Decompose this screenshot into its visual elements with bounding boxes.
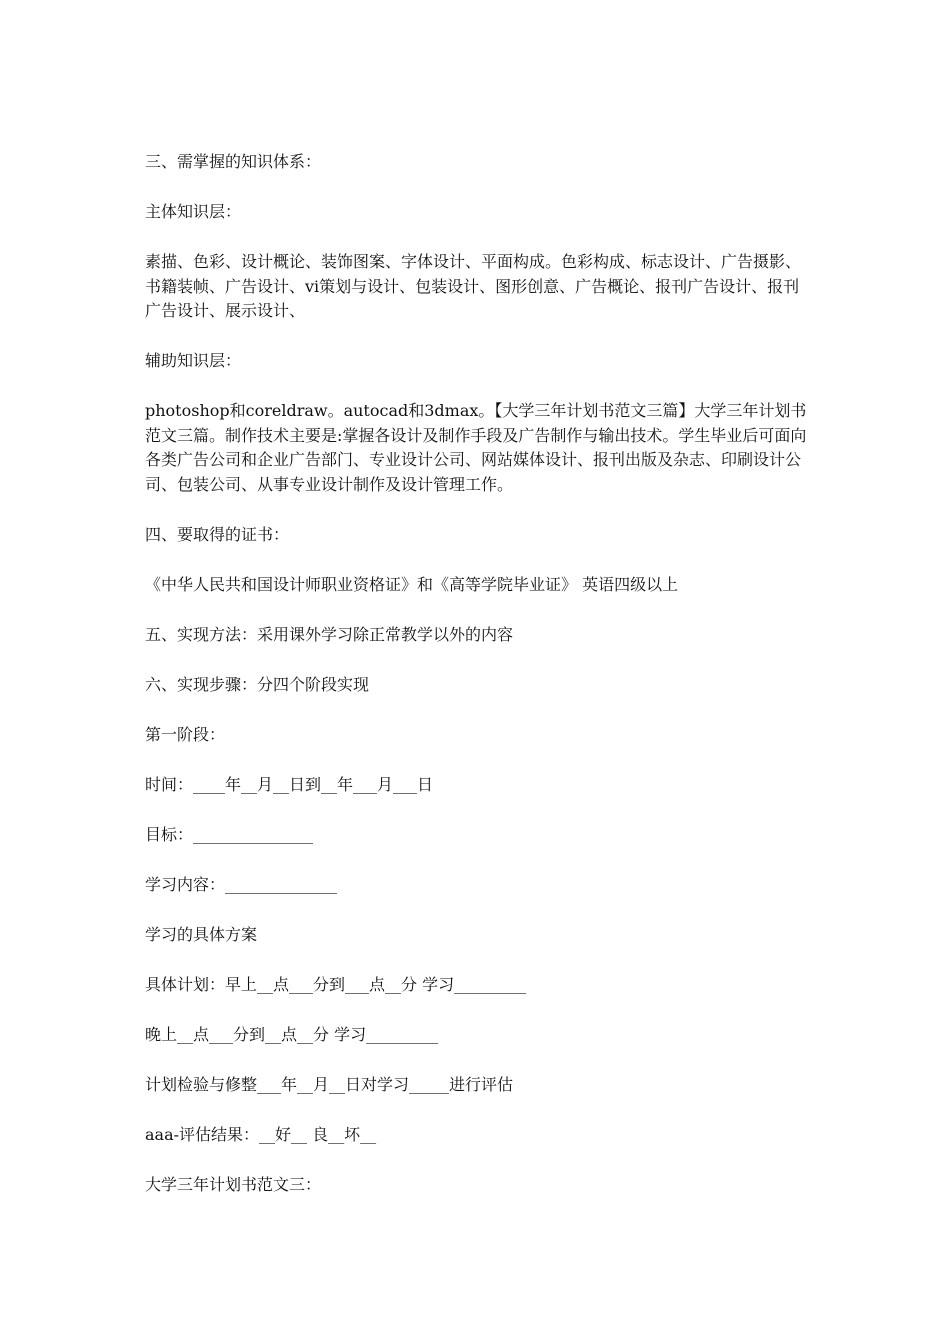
document-body [145,150,810,1197]
form-line-time: 时间：____年__月__日到__年___月___日 [145,774,434,794]
paragraph-certificates: 《中华人民共和国设计师职业资格证》和《高等学院毕业证》 英语四级以上 [145,574,679,594]
form-line-plan-review: 计划检验与修整___年__月__日对学习_____进行评估 [145,1074,514,1094]
section-heading-method: 五、实现方法：采用课外学习除正常教学以外的内容 [145,624,514,644]
section-heading-certificates: 四、要取得的证书： [145,524,290,544]
paragraph-main-courses: 素描、色彩、设计概论、装饰图案、字体设计、平面构成。色彩构成、标志设计、广告摄影、书籍装帧、广告设计、vi策划与设计、包装设计、图形创意、广告概论、报刊广告设计、报刊广告设计、展示设计、 [145,252,802,320]
paragraph-aux-courses: photoshop和coreldraw。autocad和3dmax。【大学三年计划书范文三篇】大学三年计划书范文三篇。制作技术主要是:掌握各设计及制作手段及广告制作与输出技术。学生毕业后可面向各类广告公司和企业广告部门、专业设计公司、网站媒体设计、报刊出版及杂志、印刷设计公司、包装公司、从事专业设计制作及设计管理工作。 [145,401,807,494]
section-heading-knowledge: 三、需掌握的知识体系： [145,152,322,171]
form-line-goal: 目标：_______________ [145,824,314,844]
form-line-morning-plan: 具体计划：早上__点___分到___点__分 学习_________ [145,974,527,994]
plan-detail-heading: 学习的具体方案 [145,924,258,944]
section-heading-steps: 六、实现步骤：分四个阶段实现 [145,674,370,694]
subheading-aux-knowledge: 辅助知识层： [145,351,242,370]
form-line-content: 学习内容：______________ [145,874,338,894]
form-line-evaluation-result: aaa-评估结果：__好__ 良__坏__ [145,1124,377,1144]
next-sample-heading: 大学三年计划书范文三： [145,1174,322,1194]
stage-one-heading: 第一阶段： [145,724,226,744]
subheading-main-knowledge: 主体知识层： [145,202,242,221]
form-line-evening-plan: 晚上__点___分到__点__分 学习_________ [145,1024,439,1044]
